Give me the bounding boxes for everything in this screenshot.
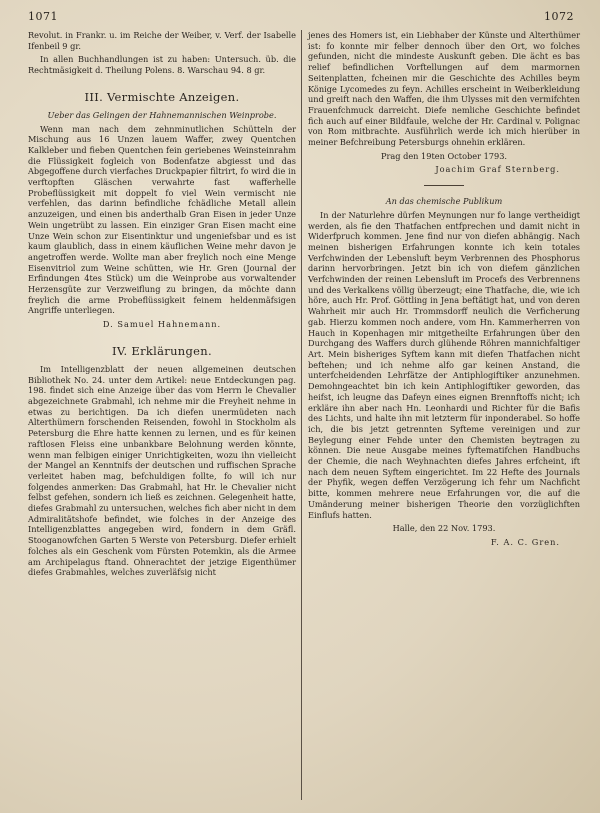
section-body-3: Wenn man nach dem zehnminutlichen Schütteln der Mischung aus 16 Unzen lauem Waffer, zwey Quentchen Kalkleber und fieben Quentchen fein geriebenes Weinsteinrahm die Flüssigkeit fogleich von Bodenfatze abgiesst und das Abgegoffene durch vierfaches Druckpapier filtrirt, fo wird die in verftopften Gläschen verwahrte fast wafferhelle Probeflüssigkeit mit doppelt fo viel Wein vermischt nie verfehlen, das darinn befindliche fchädliche Metall allein anzuzeigen, und einen bis anderthalb Gran Eisen in jeder Unze Wein ungetrübt zu lassen. Ein einziger Gran Eisen macht eine Unze Wein schon zur Eisentinktur und ungeniefsbar und es ist kaum glaublich, dass in einem käuflichen Weine mehr davon je angetroffen werde. Wollte man aber freylich noch eine Menge Eisenvitriol zum Weine schütten, wie Hr. Gren (Journal der Erfindungen 4tes Stück) um die Weinprobe aus vorwaltender Herzensgüte zur Verzweiflung zu bringen, da möchte dann freylich die arme Probeflüssigkeit feinem heldenmäfsigen Angriffe unterliegen. — [28, 123, 296, 316]
place-date-1: Prag den 19ten October 1793. — [380, 150, 508, 161]
continuation-text: jenes des Homers ist, ein Liebhaber der Künste und Alterthümer ist: fo konnte mir felber dennoch über den Ort, wo folches gefunden, nicht die mindeste Auskunft geben. Die ächt es bas relief befindlichen Vorftellungen auf dem marmornen Seitenplatten, fcheinen mir die Geschichte des Achilles beym Könige Lycomedes zu feyn. Achilles erscheint in Weiberkleidung und greift nach den Waffen, die ihm Ulysses mit den vermifchten Frauenfchmuck darreicht. Diefe nemliche Geschichte befindet fich auch auf einer Bildfaule, welche der Hr. Cardinal v. Polignac von Rom mitbrachte. Ausführlich werde ich mich hierüber in meiner Befchreibung Petersburgs ohnehin erklären. — [308, 30, 580, 148]
page-number-right: 1072 — [544, 10, 574, 23]
left-column — [28, 30, 296, 581]
section-heading-4: IV. Erklärungen. — [112, 343, 212, 358]
right-column — [308, 30, 580, 551]
section-heading-3: III. Vermischte Anzeigen. — [84, 89, 240, 104]
section-body-4: Im Intelligenzblatt der neuen allgemeinen deutschen Bibliothek No. 24. unter dem Artikel: neue Entdeckungen pag. 198. findet sich eine Anzeige über das vom Herrn le Chevalier abgezeichnete Grabmahl, ich nehme mir die Freyheit nehme in etwas zu berichtigen. Da ich diefen unermüdeten nach Alterthümern forschenden Reisenden, fowohl in Stockholm als Petersburg die Ehre hatte kennen zu lernen, und es für keinen raftlosen Fleiss eine unbankbare Belohnung werden könnte, wenn man felbigen einiger Unrichtigkeiten, wozu ihn vielleicht der Mangel an Kenntnifs der deutschen und ruffischen Sprache verleitet haben mag, befchuldigen follte, fo will ich nur folgendes anmerken: Das Grabmahl, hat Hr. le Chevalier nicht felbst gefehen, sondern ich ließ es zeichnen. Gelegenheit hatte, diefes Grabmahl zu untersuchen, welches fich aber nicht in dem Admiralitätshofe befindet, wie folches in der Anzeige des Intelligenzblattes angegeben wird, fondern in dem Gräfl. Stooganowfchen Garten 5 Werste von Petersburg. Diefer erhielt folches als ein Geschenk vom Fürsten Potemkin, als die Armee am Archipelagus ftand. Ohnerachtet der jetzige Eigenthümer diefes Grabmahles, welches zuverläfsig nicht — [28, 363, 296, 578]
lead-line: In allen Buchhandlungen ist zu haben: Untersuch. üb. die Rechtmäsigkeit d. Theilung Polens. 8. Warschau 94. 8 gr. — [28, 54, 296, 76]
column-divider — [301, 30, 302, 800]
article-subhead: An das chemische Publikum — [385, 196, 503, 207]
signature-sternberg: Joachim Graf Sternberg. — [435, 164, 560, 175]
section-subhead-3: Ueber das Gelingen der Hahnemannischen Weinprobe. — [47, 109, 277, 120]
signature-hahnemann: D. Samuel Hahnemann. — [102, 319, 222, 330]
separator-rule — [424, 185, 464, 186]
place-date-2: Halle, den 22 Nov. 1793. — [392, 523, 496, 534]
signature-gren: F. A. C. Gren. — [490, 536, 560, 547]
lead-line: Revolut. in Frankr. u. im Reiche der Weiber, v. Verf. der Isabelle Ifenbeil 9 gr. — [28, 30, 296, 51]
article-body: In der Naturlehre dürfen Meynungen nur fo lange vertheidigt werden, als fie den Thatfachen entfprechen und damit nicht in Widerfpruch kommen. Jene find nur von diefen abhängig. Nach meinen bisherigen Erfahrungen konnte ich kein totales Verfchwinden der Lebensluft beym Verbrennen des Phosphorus darinn hervorbringen. Jetzt bin ich von diefem gänzlichen Verfchwinden der reinen Lebensluft im Procefs des Verbrennens und des Verkalkens völlig überzeugt; eine Thatfache, die, wie ich höre, auch Hr. Prof. Göttling in Jena beftätigt hat, und von deren Wahrheit mir auch Hr. Trommsdorff neulich die Verficherung gab. Hierzu kommen noch andere, vom Hn. Kammerherren von Hauch in Kopenhagen mir mitgetheilte Erfahrungen über den Durchgang des Waffers durch glühende Röhren mannichfaltiger Art. Mein bisheriges Syftem kann mit diefen Thatfachen nicht beftehen; und ich nehme alfo gar keinen Anstand, die unterfcheidenden Lehrfätze der Antiphlogiftiker anzunehmen. Demohngeachtet bin ich kein Antiphlogiftiker geworden, das heifst, ich leugne das Dafeyn eines eignen Brennftoffs nicht; ich erkläre ihn aber nach Hn. Leonhardi und Richter für die Bafis des Lichts, und halte ihn mit letzterm für inponderabel. So hoffe ich, die bis jetzt getrennten Syfteme vereinigen und zur Beylegung einer Fehde unter den Chemisten beytragen zu können. Die neue Ausgabe meines fyftematifchen Handbuchs der Chemie, die nach Weyhnachten diefes Jahres erfcheint, ift nach dem neuen Syftem eingerichtet. Im 22 Hefte des Journals der Phyfik, wegen deffen Verzögerung ich fehr um Nachficht bitte, kommen mehrere neue Erfahrungen vor, die auf die Umänderung meiner bisherigen Theorie den vorzüglichften Einflufs hatten. — [308, 209, 580, 520]
page-number-left: 1071 — [28, 10, 58, 23]
